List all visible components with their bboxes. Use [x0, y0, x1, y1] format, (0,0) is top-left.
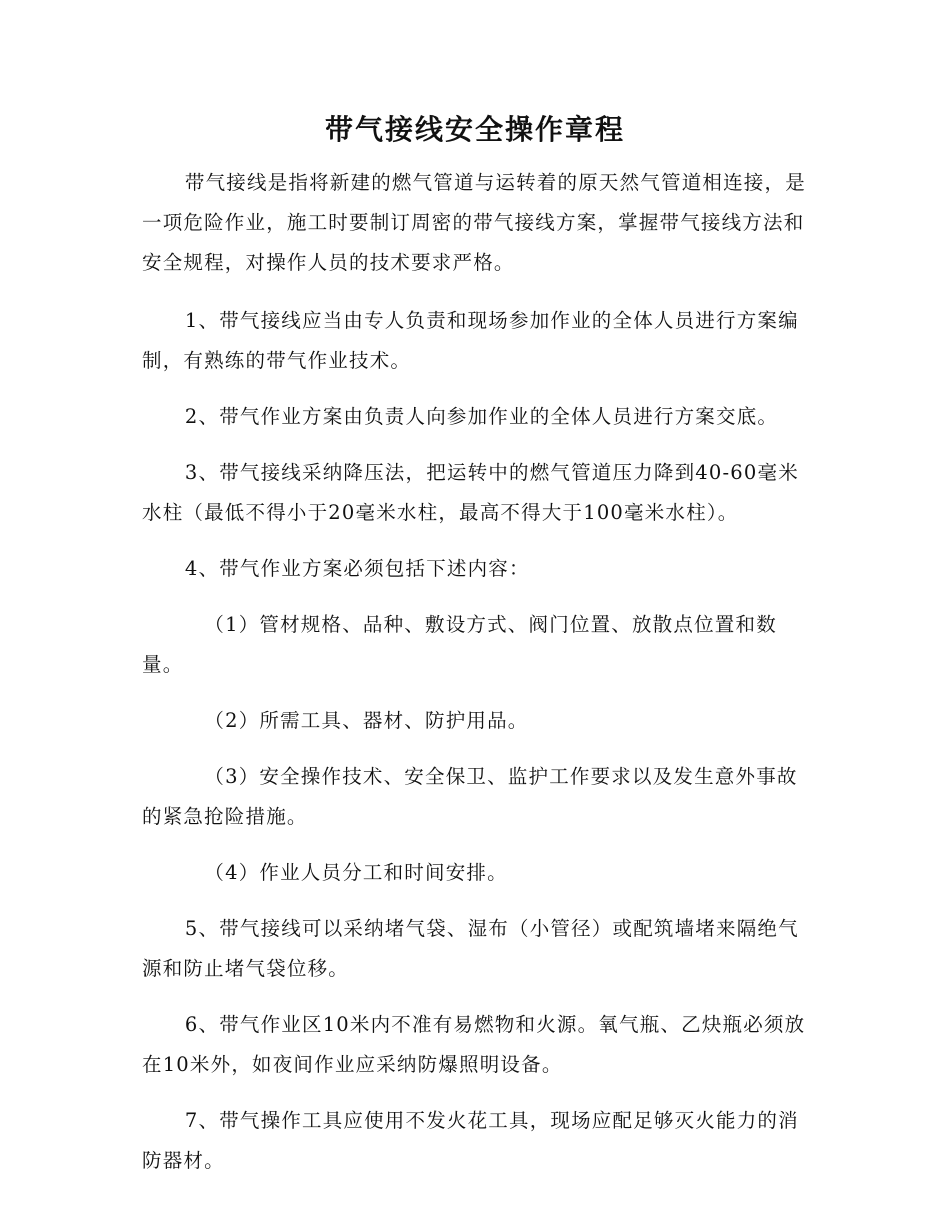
rule-4-item-2-paragraph: （2）所需工具、器材、防护用品。	[204, 709, 529, 732]
rule-3-paragraph: 3、带气接线采纳降压法，把运转中的燃气管道压力降到40-60毫米水柱（最低不得小于20毫米水柱，最高不得大于100毫米水柱）。	[142, 461, 799, 524]
rule-2-paragraph: 2、带气作业方案由负责人向参加作业的全体人员进行方案交底。	[184, 405, 779, 428]
rule-4-item-1-paragraph: （1）管材规格、品种、敷设方式、阀门位置、放散点位置和数量。	[142, 613, 777, 676]
rule-4-item-4-paragraph: （4）作业人员分工和时间安排。	[204, 861, 508, 884]
rule-5-paragraph: 5、带气接线可以采纳堵气袋、湿布（小管径）或配筑墙堵来隔绝气源和防止堵气袋位移。	[142, 917, 799, 980]
rule-4-item-3-paragraph: （3）安全操作技术、安全保卫、监护工作要求以及发生意外事故的紧急抢险措施。	[142, 765, 798, 828]
rule-6-paragraph: 6、带气作业区10米内不准有易燃物和火源。氧气瓶、乙炔瓶必须放在10米外，如夜间作业应采纳防爆照明设备。	[142, 1013, 806, 1076]
rule-1-paragraph: 1、带气接线应当由专人负责和现场参加作业的全体人员进行方案编制，有熟练的带气作业技术。	[142, 309, 799, 372]
intro-paragraph: 带气接线是指将新建的燃气管道与运转着的原天然气管道相连接，是一项危险作业，施工时要制订周密的带气接线方案，掌握带气接线方法和安全规程，对操作人员的技术要求严格。	[142, 171, 806, 274]
document-body	[142, 163, 810, 1197]
rule-7-paragraph: 7、带气操作工具应使用不发火花工具，现场应配足够灭火能力的消防器材。	[142, 1109, 799, 1172]
rule-4-paragraph: 4、带气作业方案必须包括下述内容：	[184, 557, 530, 580]
document-title: 带气接线安全操作章程	[324, 113, 625, 146]
